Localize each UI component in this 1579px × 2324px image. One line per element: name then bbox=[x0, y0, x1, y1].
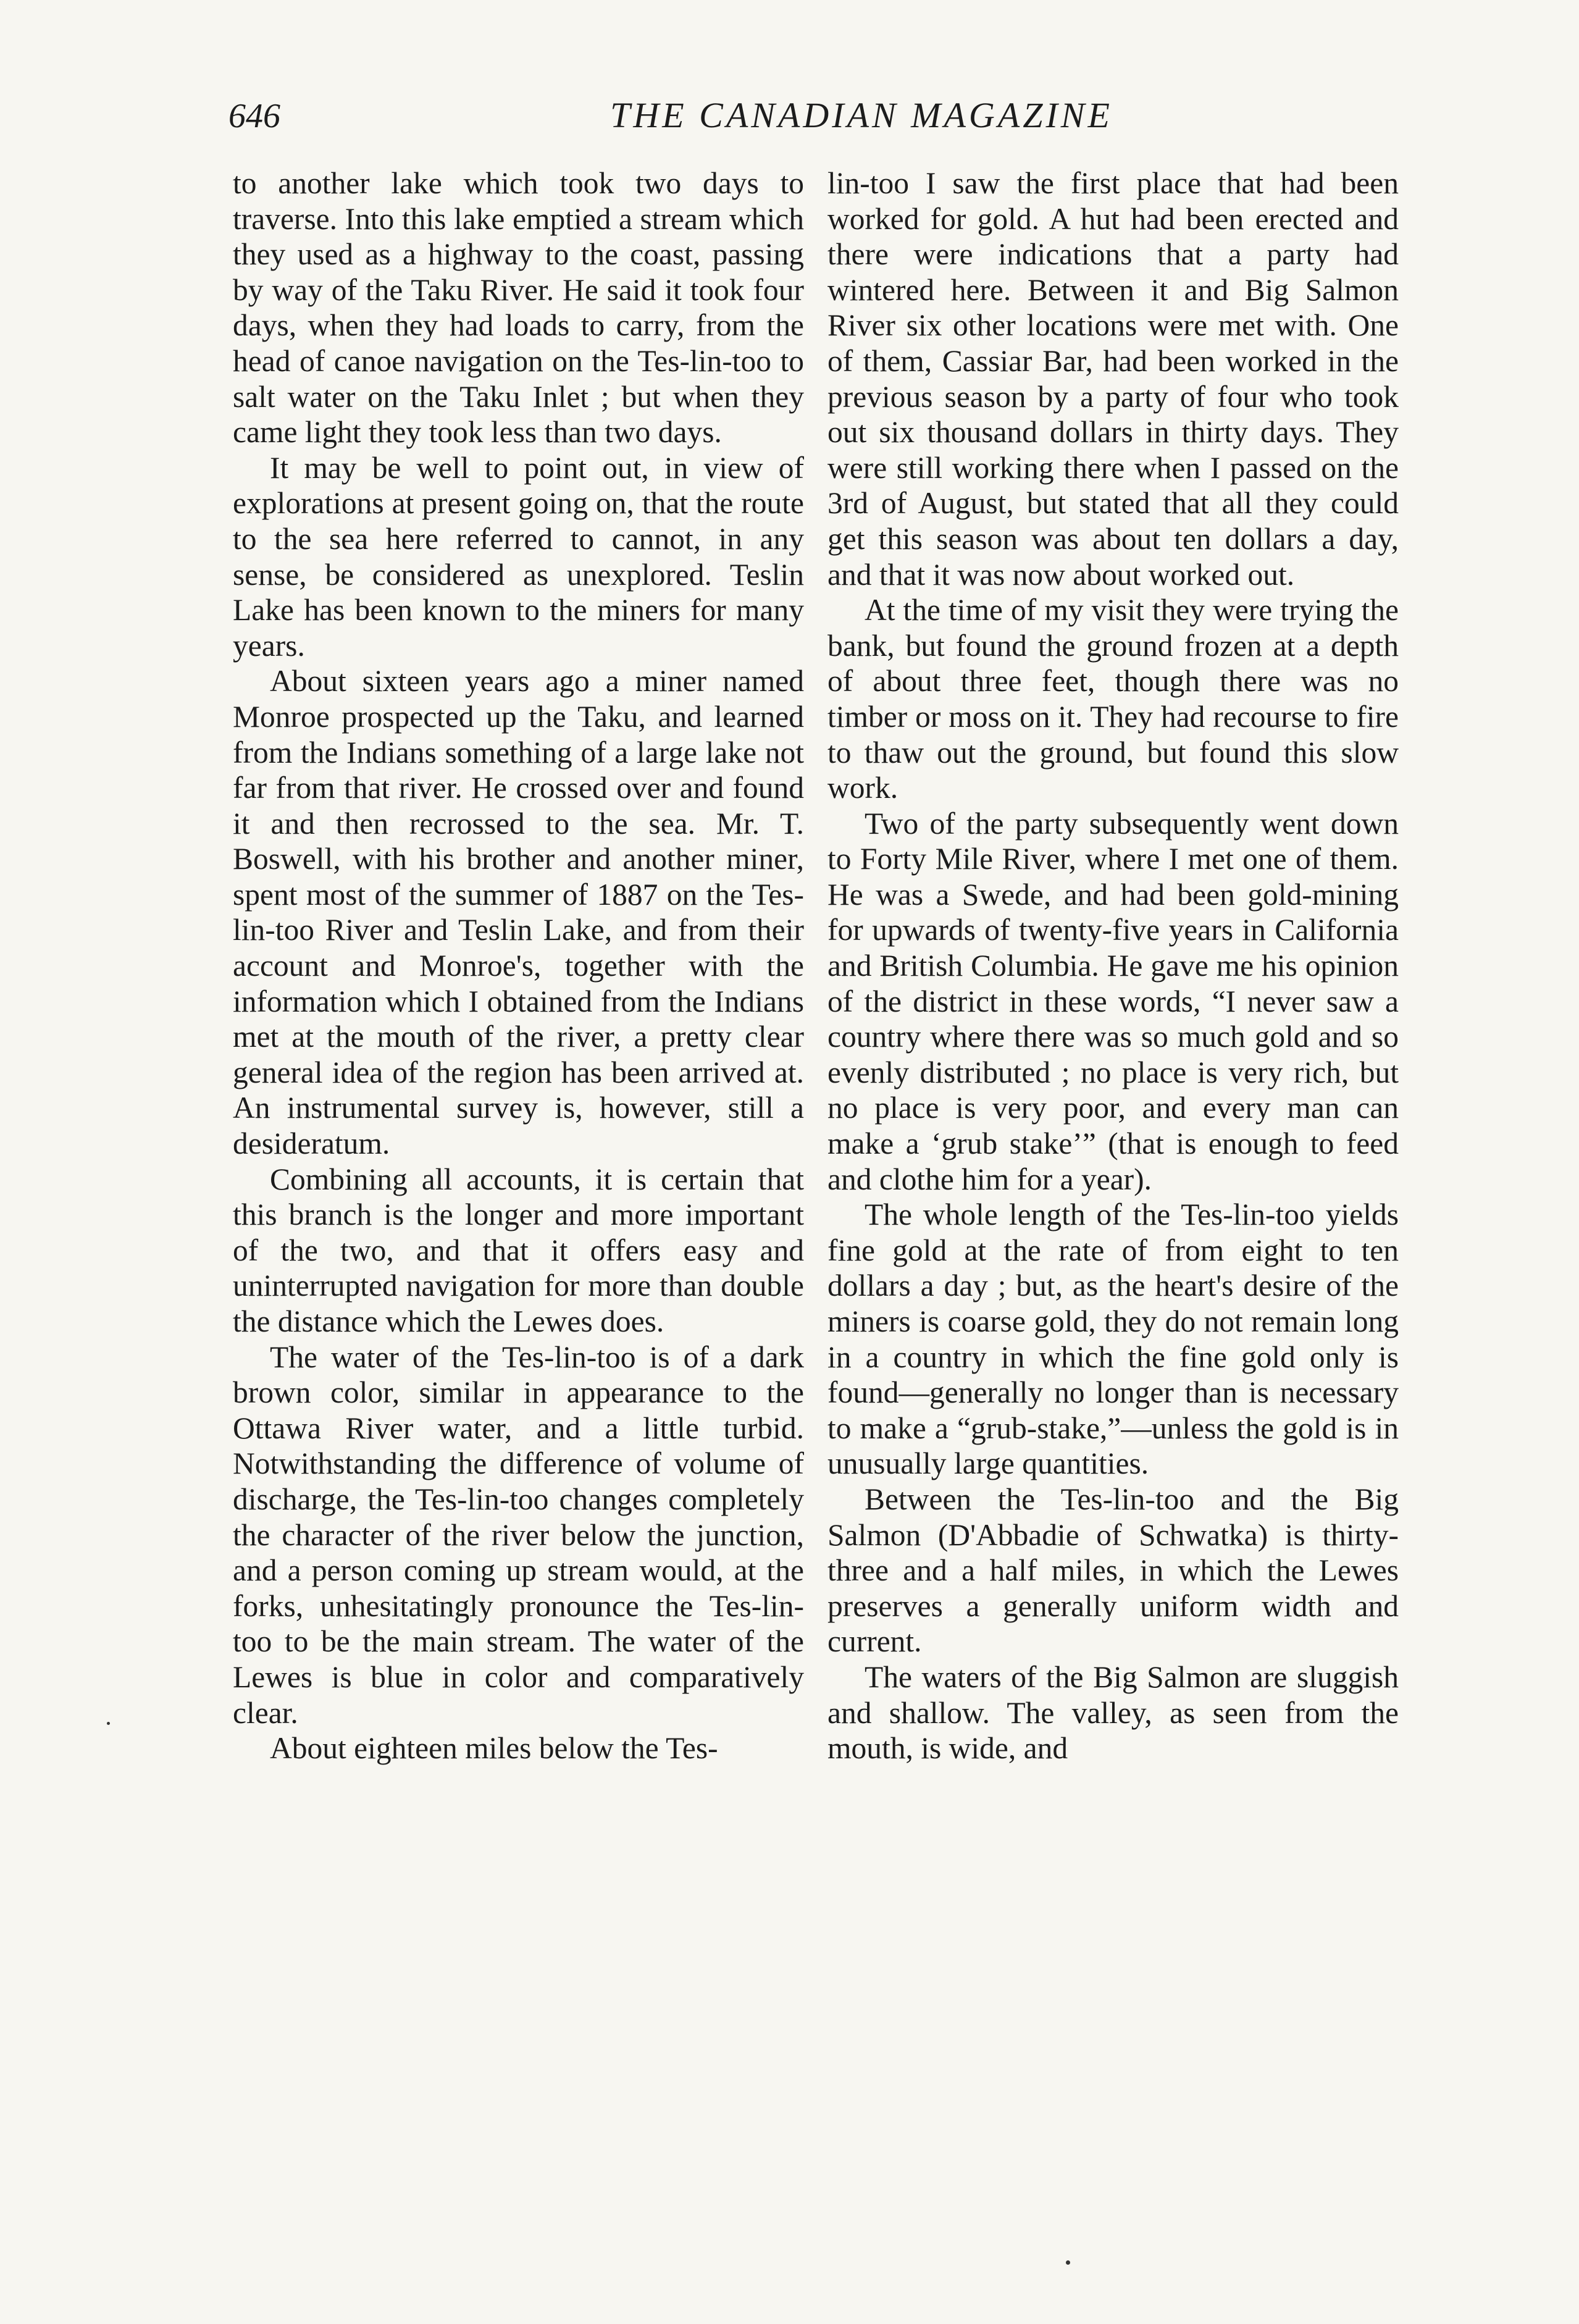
running-head: THE CANADIAN MAGAZINE bbox=[610, 95, 1113, 135]
paragraph: lin-too I saw the first place that had been worked for gold. A hut had been erected and there were indications that a party had wintered here. Between it and Big Salmon River six other locations were met with. One of them, Cassiar Bar, had been worked in the previous season by a party of four who took out six thousand dollars in thirty days. They were still working there when I passed on the 3rd of August, but stated that all they could get this season was about ten dollars a day, and that it was now about worked out. bbox=[827, 166, 1399, 592]
paragraph: About eighteen miles below the Tes- bbox=[270, 1731, 718, 1766]
paragraph: The waters of the Big Salmon are sluggish and shallow. The valley, as seen from the mouth, is wide, and bbox=[827, 1659, 1399, 1766]
paragraph: The whole length of the Tes-lin-too yields fine gold at the rate of from eight to ten dollars a day ; but, as the heart's desire of the miners is coarse gold, they do not remain long in a country in which the fine gold only is found—generally no longer than is necessary to make a “grub-stake,”—unless the gold is in unusually large quantities. bbox=[827, 1198, 1399, 1481]
right-column bbox=[827, 166, 1399, 1766]
paragraph: It may be well to point out, in view of explorations at present going on, that the route to the sea here referred to cannot, in any sense, be considered as unexplored. Teslin Lake has been known to the miners for many years. bbox=[233, 450, 804, 663]
paragraph: to another lake which took two days to traverse. Into this lake emptied a stream which they used as a highway to the coast, passing by way of the Taku River. He said it took four days, when they had loads to carry, from the head of canoe navigation on the Tes-lin-too to salt water on the Taku Inlet ; but when they came light they took less than two days. bbox=[233, 166, 804, 450]
paragraph: Between the Tes-lin-too and the Big Salmon (D'Abbadie of Schwatka) is thirty-three and a half miles, in which the Lewes preserves a generally uniform width and current. bbox=[827, 1482, 1399, 1659]
paragraph: At the time of my visit they were trying the bank, but found the ground frozen at a depth of about three feet, though there was no timber or moss on it. They had recourse to fire to thaw out the ground, but found this slow work. bbox=[827, 593, 1399, 805]
scan-speck bbox=[107, 1722, 110, 1725]
left-column bbox=[233, 166, 804, 1766]
paragraph: Combining all accounts, it is certain that this branch is the longer and more important of the two, and that it offers easy and uninterrupted navigation for more than double the distance which the Lewes does. bbox=[233, 1162, 804, 1338]
paragraph: Two of the party subsequently went down to Forty Mile River, where I met one of them. He was a Swede, and had been gold-mining for upwards of twenty-five years in California and British Columbia. He gave me his opinion of the district in these words, “I never saw a country where there was so much gold and so evenly distributed ; no place is very rich, but no place is very poor, and every man can make a ‘grub stake’” (that is enough to feed and clothe him for a year). bbox=[827, 806, 1399, 1196]
page-number: 646 bbox=[228, 97, 280, 135]
scan-speck bbox=[1066, 2260, 1070, 2265]
paragraph: The water of the Tes-lin-too is of a dark brown color, similar in appearance to the Ottawa River water, and a little turbid. Notwithstanding the difference of volume of discharge, the Tes-lin-too changes completely the character of the river below the junction, and a person coming up stream would, at the forks, unhesitatingly pronounce the Tes-lin-too to be the main stream. The water of the Lewes is blue in color and comparatively clear. bbox=[233, 1340, 804, 1730]
paragraph: About sixteen years ago a miner named Monroe prospected up the Taku, and learned from the Indians something of a large lake not far from that river. He crossed over and found it and then recrossed to the sea. Mr. T. Boswell, with his brother and another miner, spent most of the summer of 1887 on the Tes-lin-too River and Teslin Lake, and from their account and Monroe's, together with the information which I obtained from the Indians met at the mouth of the river, a pretty clear general idea of the region has been arrived at. An instrumental survey is, however, still a desideratum. bbox=[233, 664, 804, 1161]
